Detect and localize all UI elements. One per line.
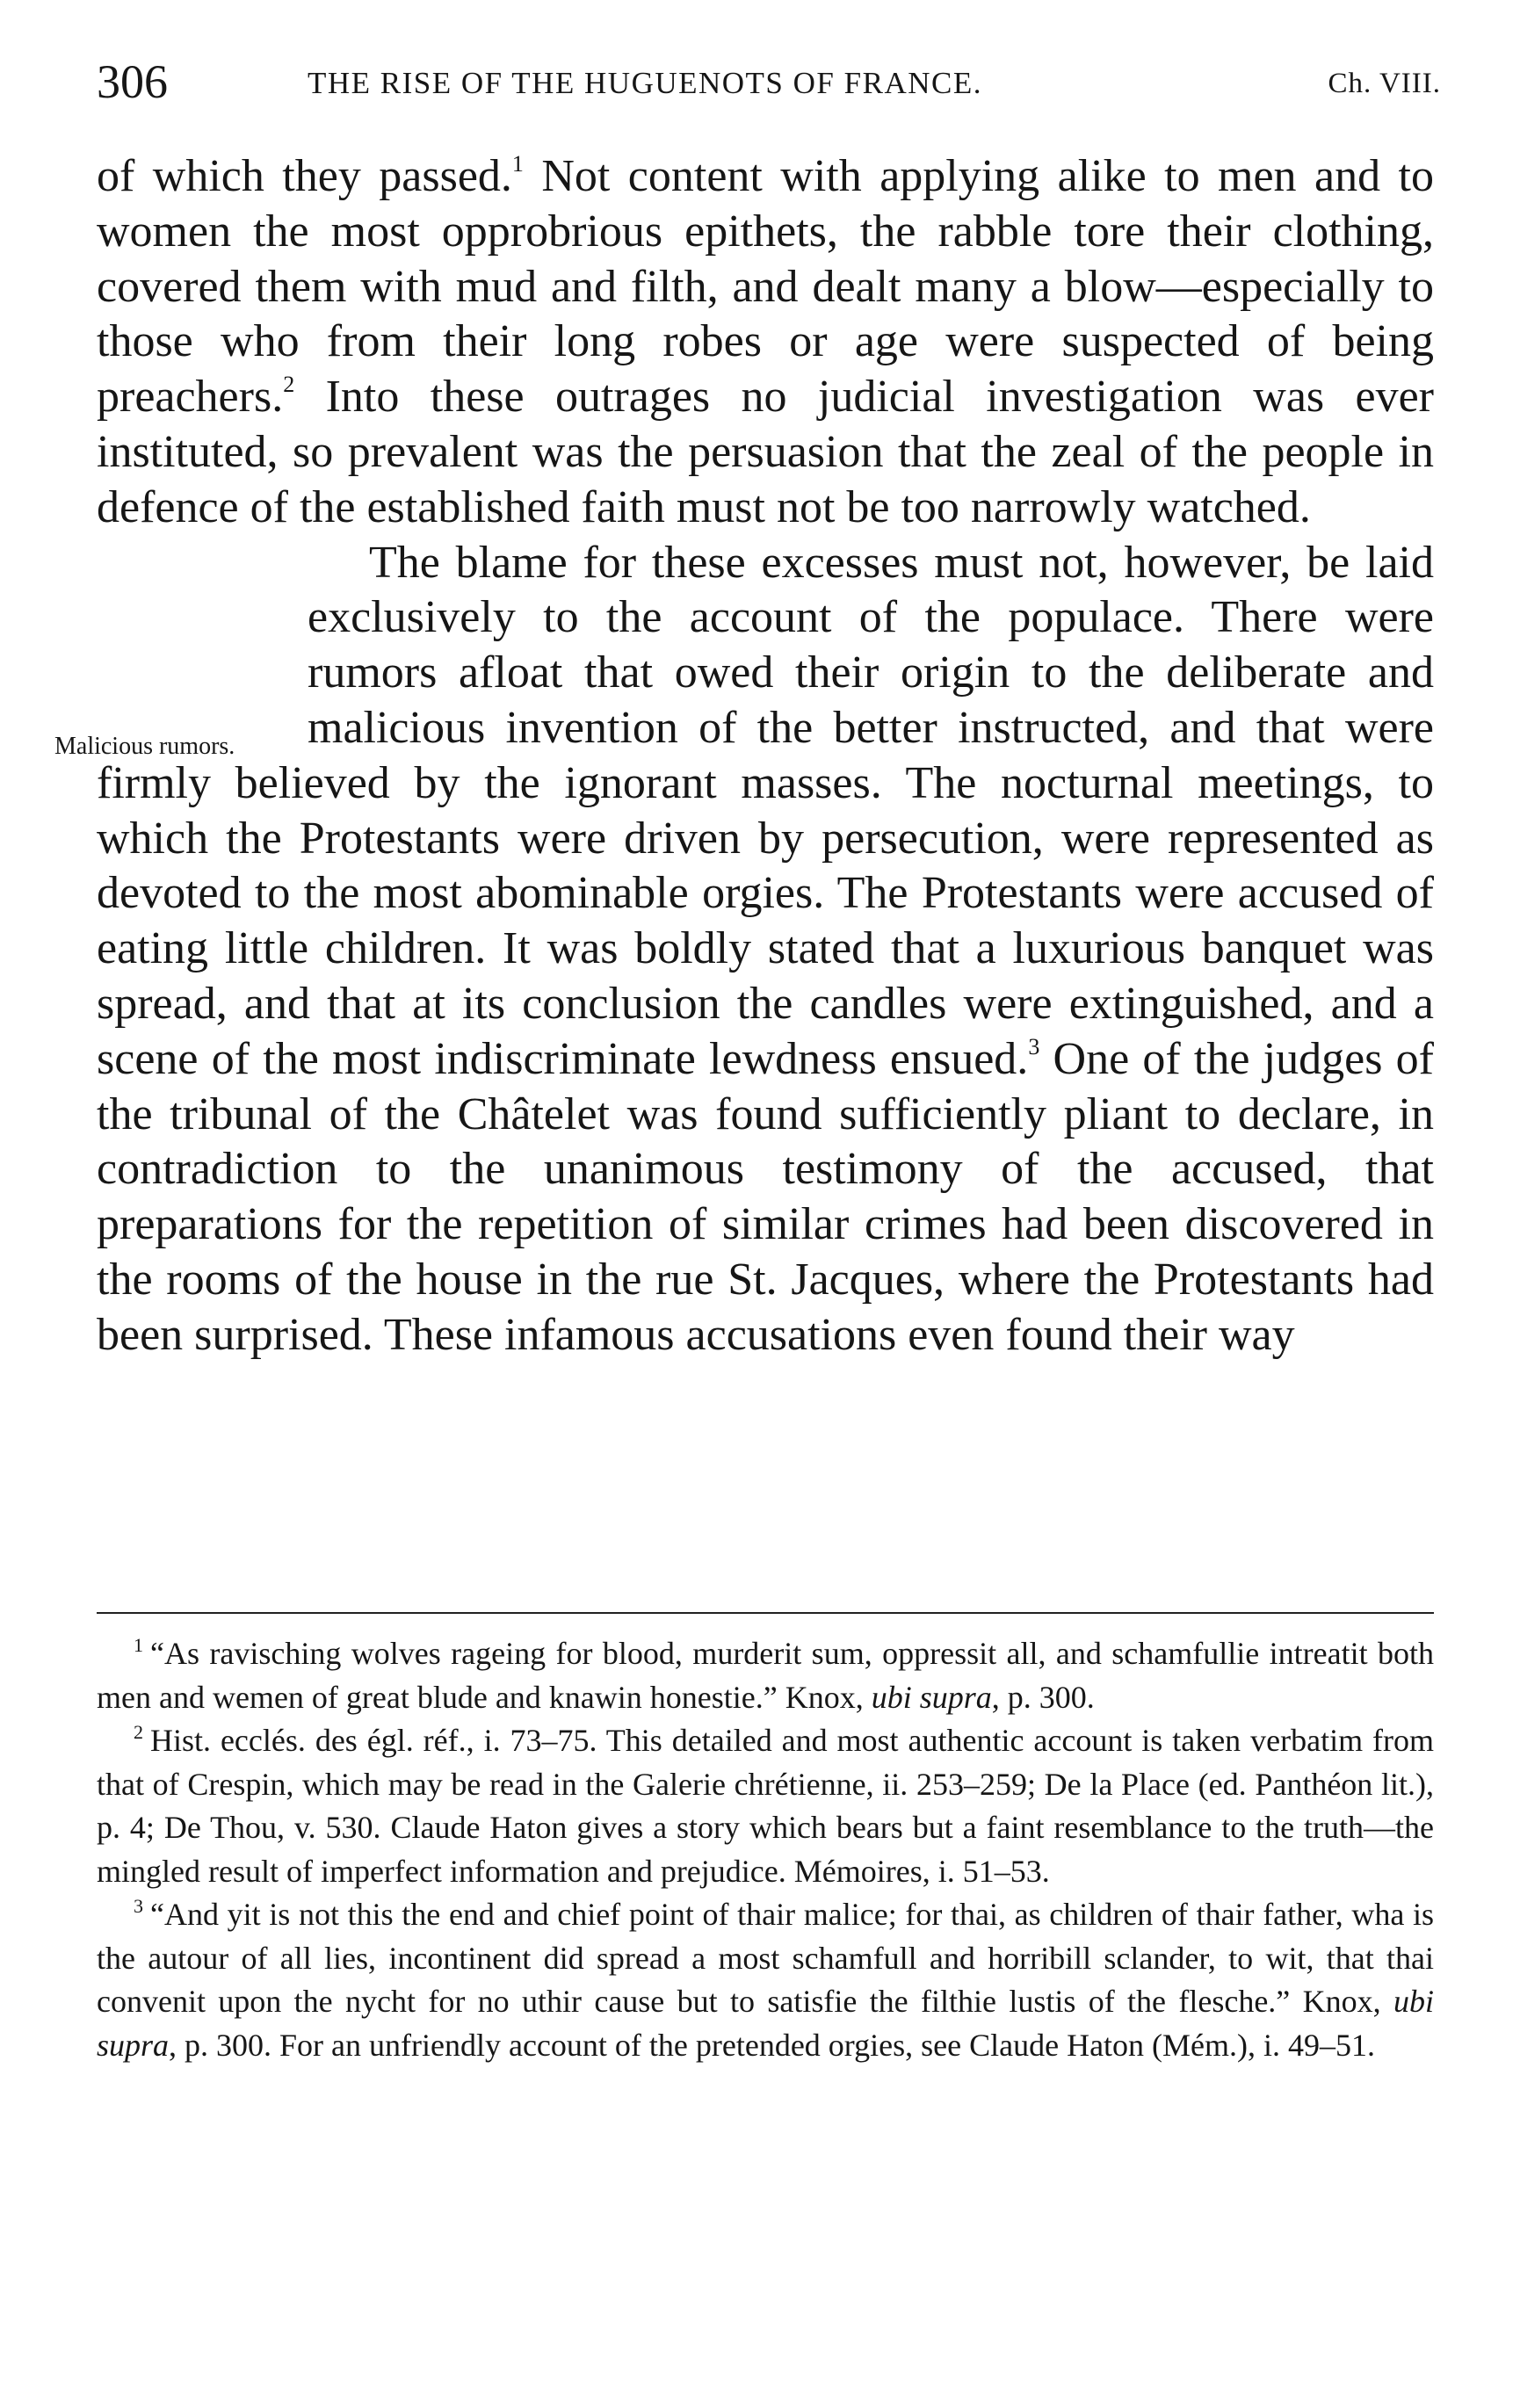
footnote-text: Hist. ecclés. des égl. réf., i. 73–75. This detailed and most authentic account is taken verbatim from that of Crespin, which may be read in the Galerie chrétienne, ii. 253–259; De la Place (ed. Panthéon lit.), p. 4; De Thou, v. 530. Claude Haton gives a story which bears but a faint resemblance to the truth—the mingled result of imperfect information and prejudice. Mémoires, i. 51–53.	[97, 1723, 1434, 1889]
footnote-reference[interactable]: 2	[283, 372, 295, 398]
body-text	[97, 149, 1434, 1363]
footnote-number: 2	[134, 1721, 143, 1743]
paragraph-text: One of the judges of the tribunal of the Châtelet was found sufficiently pliant to declare, in contradiction to the unanimous testimony of the accused, that preparations for the repetition of similar crimes had been discovered in the rooms of the house in the rue St. Jacques, where the Protestants had been surprised. These infamous accusations even found their way	[97, 1033, 1434, 1360]
paragraph-text: The blame for these excesses must not, however, be laid exclusively to the account of the populace. There were rumors afloat that owed their origin to the deliberate and malicious invention of the better instructed, and that were firmly believed by the ignorant masses. The nocturnal meetings, to which the Protestants were driven by persecution, were represented as devoted to the most abominable orgies. The Protestants were accused of eating little children. It was boldly stated that a luxurious banquet was spread, and that at its conclusion the candles were extinguished, and a scene of the most indiscriminate lewdness ensued.	[97, 537, 1434, 1084]
running-head	[97, 51, 1441, 112]
paragraph-text: of which they passed.	[97, 151, 512, 201]
footnote-italic-text: ubi supra	[97, 1984, 1434, 2063]
footnote-number: 1	[134, 1634, 143, 1656]
footnote-number: 3	[134, 1895, 143, 1917]
footnote	[97, 1632, 1434, 1719]
paragraph	[97, 149, 1434, 536]
paragraph-text: Into these outrages no judicial investigation was ever instituted, so prevalent was the persuasion that the zeal of the people in defence of the established faith must not be too narrowly watched.	[97, 372, 1434, 532]
footnotes	[97, 1632, 1434, 2067]
paragraph-text: Not content with applying alike to men and to women the most opprobrious epithets, the rabble tore their clothing, covered them with mud and filth, and dealt many a blow—especially to those who from their long robes or age were suspected of being preachers.	[97, 151, 1434, 423]
chapter-mark: Ch. VIII.	[1328, 68, 1441, 99]
marginal-note: Malicious rumors.	[54, 733, 235, 760]
footnote-reference[interactable]: 1	[511, 151, 524, 177]
footnote-text: , p. 300.	[991, 1679, 1095, 1715]
footnote-text: “As ravisching wolves rageing for blood, murderit sum, oppressit all, and schamfullie intreatit both men and wemen of great blude and knawin honestie.” Knox,	[97, 1636, 1434, 1715]
marginal-note-space	[97, 647, 308, 745]
footnote-text: “And yit is not this the end and chief point of thair malice; for thai, as children of thair father, wha is the autour of all lies, incontinent did spread a most schamfull and horribill sclander, to wit, that thai convenit upon the nycht for no uthir cause but to satisfie the filthie lustis of the flesche.” Knox,	[97, 1897, 1434, 2019]
footnote-italic-text: ubi supra	[871, 1679, 992, 1715]
footnote-divider	[97, 1612, 1434, 1614]
footnote	[97, 1719, 1434, 1893]
page-number: 306	[97, 55, 168, 108]
footnote	[97, 1893, 1434, 2067]
footnote-text: , p. 300. For an unfriendly account of the pretended orgies, see Claude Haton (Mém.), i. 49–51.	[169, 2027, 1376, 2063]
footnote-reference[interactable]: 3	[1028, 1033, 1040, 1059]
running-title: THE RISE OF THE HUGUENOTS OF FRANCE.	[308, 66, 982, 100]
